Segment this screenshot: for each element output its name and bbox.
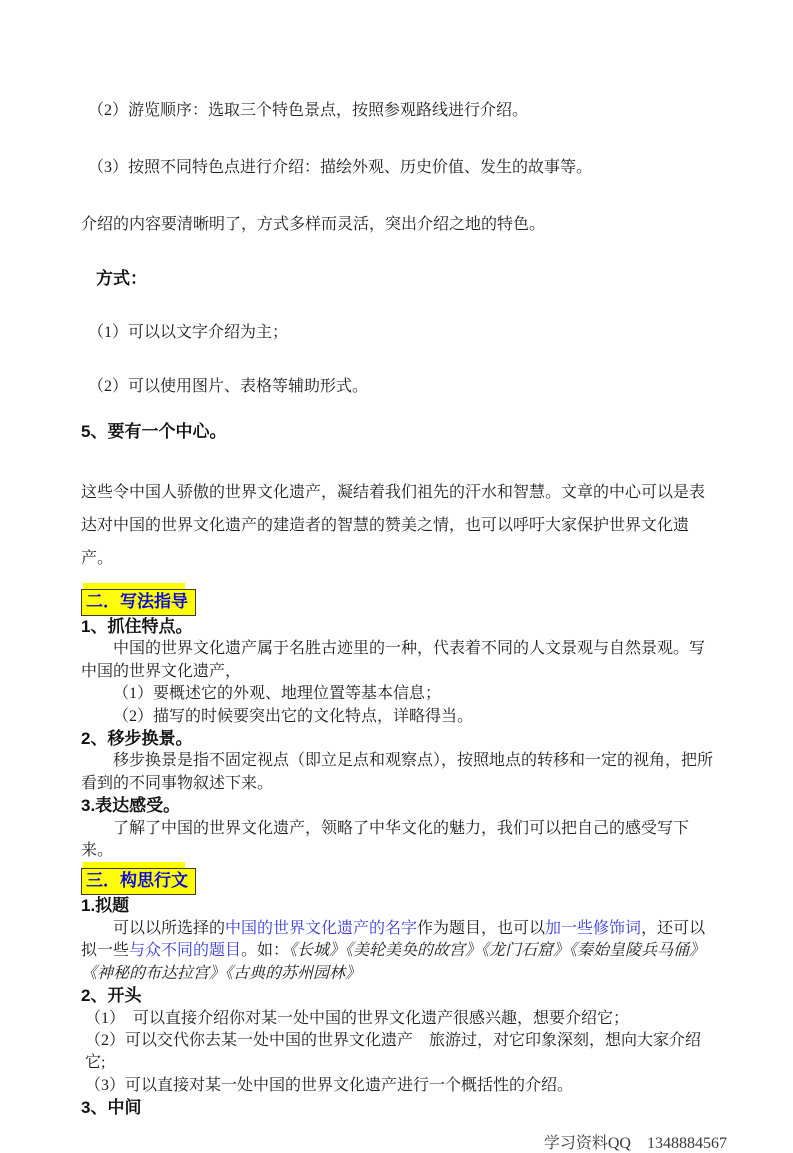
writing-point3-heading: 3.表达感受。 (81, 796, 181, 816)
section-header-outline: 三．构思行文 (81, 868, 196, 895)
intro-heading-center: 5、要有一个中心。 (81, 422, 227, 441)
intro-item-aux-forms: （2）可以使用图片、表格等辅助形式。 (88, 378, 369, 395)
outline-point2-sub2: （2）可以交代你去某一处中国的世界文化遗产 旅游过，对它印象深刻，想向大家介绍它; (85, 1031, 702, 1072)
outline-point2-heading: 2、开头 (81, 986, 142, 1006)
writing-point2-heading: 2、移步换景。 (81, 729, 193, 749)
intro-item-tour-order: （2）游览顺序：选取三个特色景点，按照参观路线进行介绍。 (88, 102, 529, 119)
writing-point2-body: 移步换景是指不固定视点（即立足点和观察点），按照地点的转移和一定的视角，把所看到的不同事物叙述下来。 (81, 752, 714, 792)
intro-paragraph-center-body: 这些令中国人骄傲的世界文化遗产，凝结着我们祖先的汗水和智慧。文章的中心可以是表达对中国的世界文化遗产的建造者的智慧的赞美之情，也可以呼吁大家保护世界文化遗产。 (81, 484, 706, 567)
writing-point3-body: 了解了中国的世界文化遗产，领略了中华文化的魅力，我们可以把自己的感受写下来。 (81, 819, 690, 860)
footer-contact: 学习资料QQ 1348884567 (543, 1134, 727, 1152)
outline-point2-sub3: （3）可以直接对某一处中国的世界文化遗产进行一个概括性的介绍。 (85, 1076, 574, 1094)
outline-point1-text3: ，还可以拟一些 (81, 919, 706, 960)
outline-point1-blue3: 与众不同的题目 (129, 942, 242, 960)
outline-point3-heading: 3、中间 (81, 1098, 142, 1118)
intro-item-text-main: （1）可以以文字介绍为主； (88, 324, 289, 341)
outline-point1-text1: 可以以所选择的 (113, 919, 226, 937)
outline-point2-sub1: （1） 可以直接介绍你对某一处中国的世界文化遗产很感兴趣，想要介绍它； (85, 1009, 630, 1027)
intro-paragraph-clarity: 介绍的内容要清晰明了，方式多样而灵活，突出介绍之地的特色。 (81, 216, 546, 233)
writing-point1-heading: 1、抓住特点。 (81, 617, 193, 636)
outline-point1-text4: 。如： (241, 942, 290, 960)
outline-point1-blue2: 加一些修饰词 (545, 919, 642, 937)
section-header-writing-guide: 二．写法指导 (81, 589, 196, 616)
outline-point1-blue1: 中国的世界文化遗产的名字 (225, 919, 418, 937)
intro-heading-methods: 方式： (96, 269, 147, 288)
outline-point1-heading: 1.拟题 (81, 896, 130, 916)
outline-point1-example-titles: 《长城》《美轮美奂的故宫》《龙门石窟》《秦始皇陵兵马俑》《神秘的布达拉宫》《古典的苏州园林》 (81, 942, 706, 982)
writing-point1-sub2: （2）描写的时候要突出它的文化特点，详略得当。 (113, 707, 474, 725)
writing-point1-sub1: （1）要概述它的外观、地理位置等基本信息； (113, 685, 442, 703)
outline-point1-text2: 作为题目，也可以 (417, 919, 546, 937)
outline-point1-body (81, 918, 713, 985)
intro-item-feature-points: （3）按照不同特色点进行介绍：描绘外观、历史价值、发生的故事等。 (88, 159, 593, 176)
writing-point1-body: 中国的世界文化遗产属于名胜古迹里的一种，代表着不同的人文景观与自然景观。写中国的世界文化遗产， (81, 640, 706, 680)
